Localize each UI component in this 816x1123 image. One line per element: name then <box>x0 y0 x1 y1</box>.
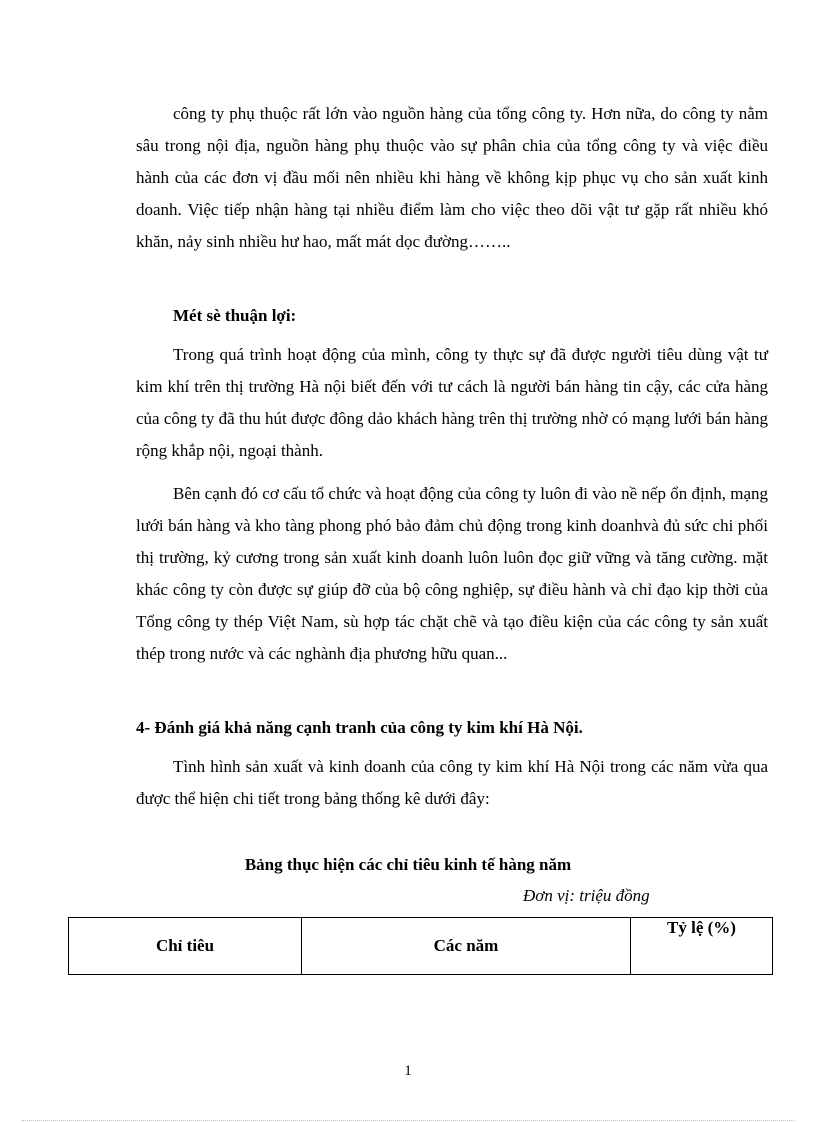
section-heading-competitiveness: 4- Đánh giá khả năng cạnh tranh của công ty kim khí Hà Nội. <box>136 718 583 737</box>
paragraph-supply-dependence: công ty phụ thuộc rất lớn vào nguồn hàng của tổng công ty. Hơn nữa, do công ty nằm sâu trong nội địa, nguồn hàng phụ thuộc vào sự phân chia của tổng công ty và việc điều hành của các đơn vị đầu mối nên nhiều khi hàng về không kịp phục vụ cho sản xuất kinh doanh. Việc tiếp nhận hàng tại nhiều điểm làm cho việc theo dõi vật tư gặp rất nhiều khó khăn, nảy sinh nhiều hư hao, mất mát dọc đường…….. <box>136 104 768 251</box>
economic-indicators-table <box>68 917 773 975</box>
header-ty-le: Tỷ lệ (%) <box>631 918 773 975</box>
header-chi-tieu: Chỉ tiêu <box>69 918 302 975</box>
table-header-row <box>69 918 773 975</box>
paragraph-reputation: Trong quá trình hoạt động của mình, công ty thực sự đã được người tiêu dùng vật tư kim khí trên thị trường Hà nội biết đến với tư cách là người bán hàng tin cậy, các cửa hàng của công ty đã thu hút được đông dảo khách hàng trên thị trường nhờ có mạng lưới bán hàng rộng khắp nội, ngoại thành. <box>136 345 768 460</box>
paragraph-statistics-intro: Tình hình sản xuất và kinh doanh của công ty kim khí Hà Nội trong các năm vừa qua được thể hiện chi tiết trong bảng thống kê dưới đây: <box>136 757 768 808</box>
subheading-advantages: Mét sè thuận lợi: <box>173 306 297 325</box>
page-number: 1 <box>404 1063 412 1079</box>
paragraph-organization: Bên cạnh đó cơ cấu tổ chức và hoạt động của công ty luôn đi vào nề nếp ổn định, mạng lưới bán hàng và kho tàng phong phó bảo đảm chủ động trong kinh doanhvà đủ sức chi phối thị trường, kỷ cương trong sản xuất kinh doanh luôn luôn đọc giữ vững và tăng cường. mặt khác công ty còn được sự giúp đỡ của bộ công nghiệp, sự điều hành và chỉ đạo kịp thời của Tổng công ty thép Việt Nam, sù hợp tác chặt chẽ và tạo điều kiện của các công ty sản xuất thép trong nước và các nghành địa phương hữu quan... <box>136 484 768 663</box>
header-cac-nam: Các năm <box>302 918 631 975</box>
table-title: Bảng thục hiện các chỉ tiêu kinh tế hàng năm <box>244 855 572 874</box>
table-unit: Đơn vị: triệu đồng <box>523 886 650 905</box>
page-bottom-divider <box>22 1120 794 1121</box>
